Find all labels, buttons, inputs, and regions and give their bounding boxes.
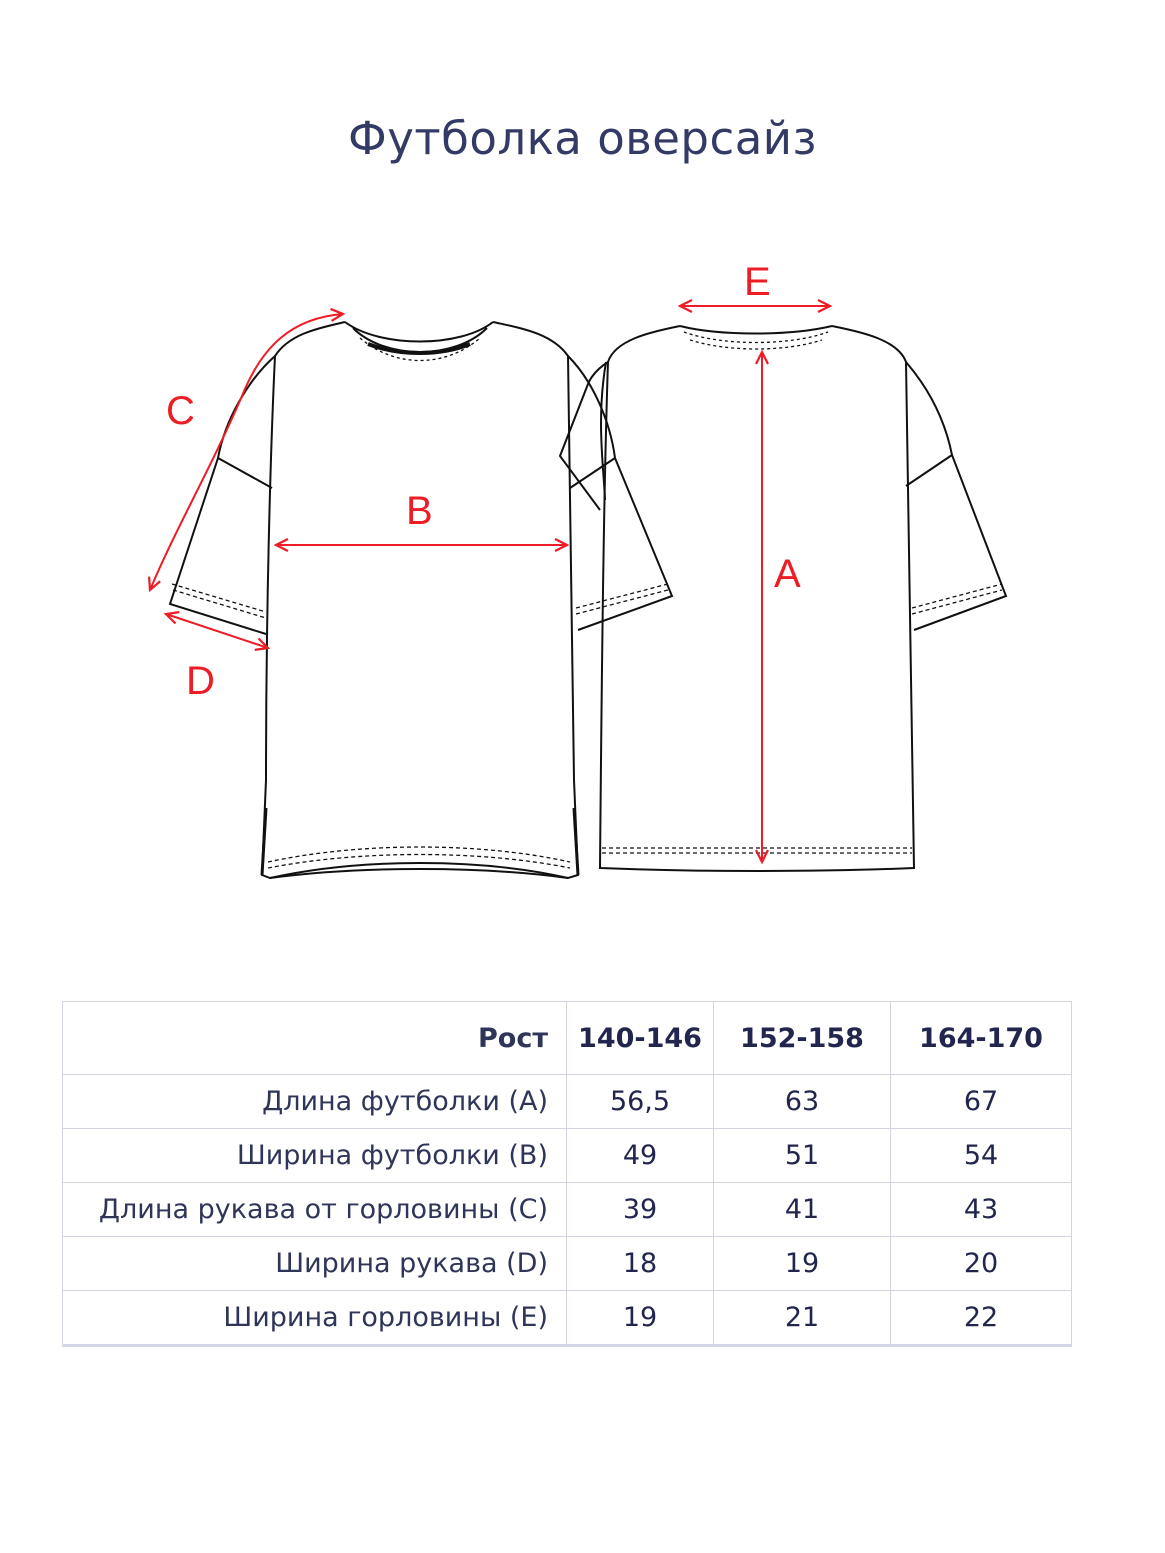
table-row — [63, 1075, 1072, 1129]
table-cell: 22 — [891, 1291, 1072, 1346]
table-cell: 19 — [714, 1237, 891, 1291]
row-label: Ширина горловины (E) — [63, 1291, 567, 1346]
table-cell: 41 — [714, 1183, 891, 1237]
table-cell: 51 — [714, 1129, 891, 1183]
size-header: 140-146 — [567, 1002, 714, 1075]
table-cell: 39 — [567, 1183, 714, 1237]
table-row — [63, 1237, 1072, 1291]
row-label: Ширина рукава (D) — [63, 1237, 567, 1291]
label-d: D — [186, 659, 215, 703]
tshirt-front — [170, 322, 672, 878]
size-table — [62, 1001, 1072, 1347]
size-header: 152-158 — [714, 1002, 891, 1075]
table-cell: 49 — [567, 1129, 714, 1183]
table-cell: 19 — [567, 1291, 714, 1346]
table-row — [63, 1129, 1072, 1183]
table-cell: 21 — [714, 1291, 891, 1346]
row-label: Длина футболки (A) — [63, 1075, 567, 1129]
row-label: Ширина футболки (B) — [63, 1129, 567, 1183]
table-cell: 56,5 — [567, 1075, 714, 1129]
label-c: C — [166, 389, 195, 433]
row-label: Длина рукава от горловины (C) — [63, 1183, 567, 1237]
table-cell: 43 — [891, 1183, 1072, 1237]
table-row — [63, 1291, 1072, 1346]
tshirt-back — [560, 326, 1006, 871]
table-cell: 54 — [891, 1129, 1072, 1183]
table-header-row — [63, 1002, 1072, 1075]
table-cell: 18 — [567, 1237, 714, 1291]
table-cell: 20 — [891, 1237, 1072, 1291]
label-e: E — [744, 260, 771, 304]
label-a: A — [774, 552, 801, 596]
table-cell: 63 — [714, 1075, 891, 1129]
table-cell: 67 — [891, 1075, 1072, 1129]
size-header: 164-170 — [891, 1002, 1072, 1075]
header-label: Рост — [63, 1002, 567, 1075]
table-row — [63, 1183, 1072, 1237]
measure-arrow-c — [150, 314, 343, 590]
page-title: Футболка оверсайз — [348, 112, 817, 165]
label-b: B — [406, 489, 433, 533]
